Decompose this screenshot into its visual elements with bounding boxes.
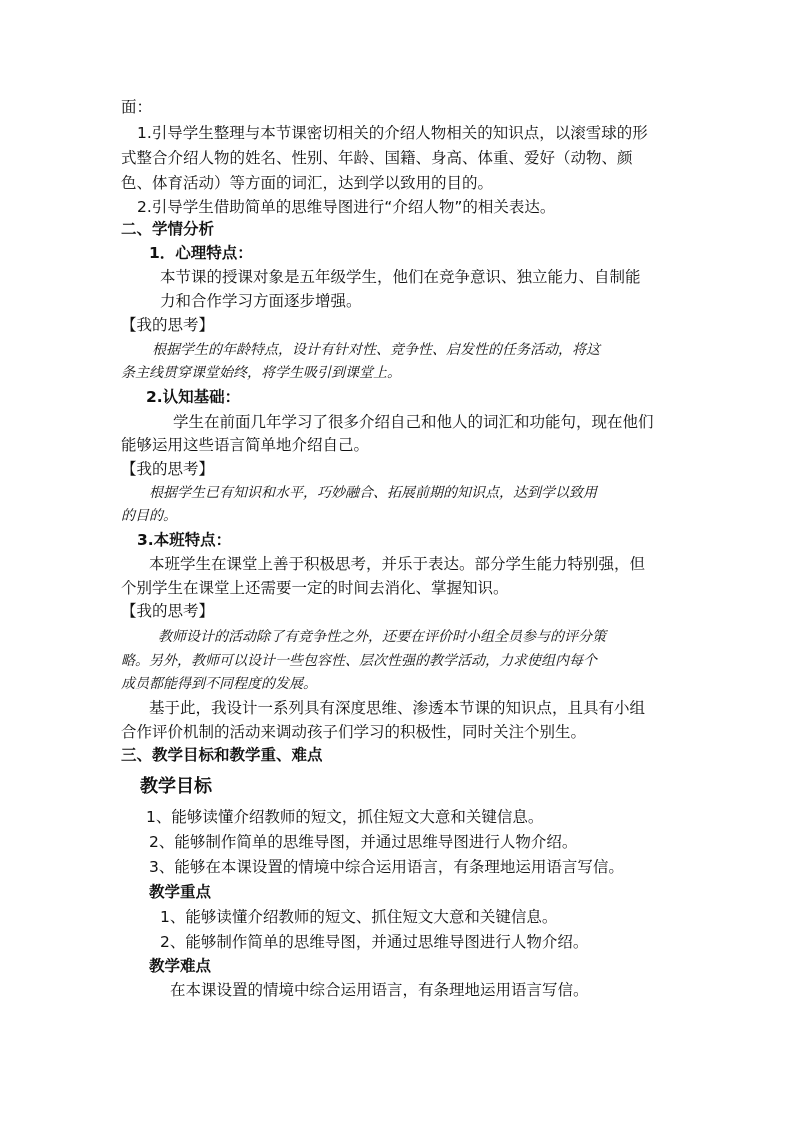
reflection-text: 条主线贯穿课堂始终，将学生吸引到课堂上。: [121, 365, 401, 381]
key-point-item: 1、能够读懂介绍教师的短文、抓住短文大意和关键信息。: [160, 908, 558, 926]
reflection-text: 略。另外，教师可以设计一些包容性、层次性强的教学活动，力求使组内每个: [121, 653, 597, 669]
section-heading: 二、学情分析: [121, 220, 215, 238]
key-point-item: 2、能够制作简单的思维导图，并通过思维导图进行人物介绍。: [160, 933, 589, 951]
goal-item: 2、能够制作简单的思维导图，并通过思维导图进行人物介绍。: [149, 833, 578, 851]
text-line: 式整合介绍人物的姓名、性别、年龄、国籍、身高、体重、爱好（动物、颜: [121, 149, 633, 167]
text-line: 色、体育活动）等方面的词汇，达到学以致用的目的。: [121, 174, 494, 192]
goals-heading: 教学目标: [140, 776, 212, 797]
text-line: 个别学生在课堂上还需要一定的时间去消化、掌握知识。: [121, 579, 509, 597]
text-line: 面：: [121, 98, 153, 116]
text-line: 2.引导学生借助简单的思维导图进行“介绍人物”的相关表达。: [137, 198, 556, 216]
text-line: 本班学生在课堂上善于积极思考，并乐于表达。部分学生能力特别强，但: [149, 555, 646, 573]
text-line: 1.引导学生整理与本节课密切相关的介绍人物相关的知识点，以滚雪球的形: [137, 124, 648, 142]
subsection-heading: 3.本班特点：: [137, 531, 232, 549]
goal-item: 3、能够在本课设置的情境中综合运用语言，有条理地运用语言写信。: [149, 858, 624, 876]
reflection-label: 【我的思考】: [121, 316, 215, 334]
text-line: 能够运用这些语言简单地介绍自己。: [121, 436, 370, 454]
reflection-text: 成员都能得到不同程度的发展。: [121, 676, 317, 692]
key-points-heading: 教学重点: [149, 883, 212, 901]
subsection-heading: 2.认知基础：: [146, 388, 241, 406]
text-line: 合作评价机制的活动来调动孩子们学习的积极性，同时关注个别生。: [121, 723, 587, 741]
reflection-label: 【我的思考】: [121, 602, 215, 620]
text-line: 学生在前面几年学习了很多介绍自己和他人的词汇和功能句，现在他们: [173, 413, 654, 431]
reflection-text: 教师设计的活动除了有竞争性之外，还要在评价时小组全员参与的评分策: [158, 629, 606, 645]
difficulty-item: 在本课设置的情境中综合运用语言，有条理地运用语言写信。: [170, 981, 589, 999]
subsection-heading: 1．心理特点：: [149, 244, 253, 262]
reflection-label: 【我的思考】: [121, 460, 215, 478]
reflection-text: 的目的。: [121, 508, 177, 524]
text-line: 基于此，我设计一系列具有深度思维、渗透本节课的知识点，且具有小组: [149, 699, 646, 717]
text-line: 本节课的授课对象是五年级学生，他们在竞争意识、独立能力、自制能: [160, 268, 641, 286]
reflection-text: 根据学生已有知识和水平，巧妙融合、拓展前期的知识点，达到学以致用: [149, 485, 597, 501]
section-heading: 三、教学目标和教学重、难点: [121, 746, 323, 764]
reflection-text: 根据学生的年龄特点，设计有针对性、竞争性、启发性的任务活动，将这: [152, 342, 600, 358]
text-line: 力和合作学习方面逐步增强。: [160, 292, 362, 310]
difficulties-heading: 教学难点: [149, 957, 212, 975]
goal-item: 1、能够读懂介绍教师的短文，抓住短文大意和关键信息。: [146, 808, 544, 826]
